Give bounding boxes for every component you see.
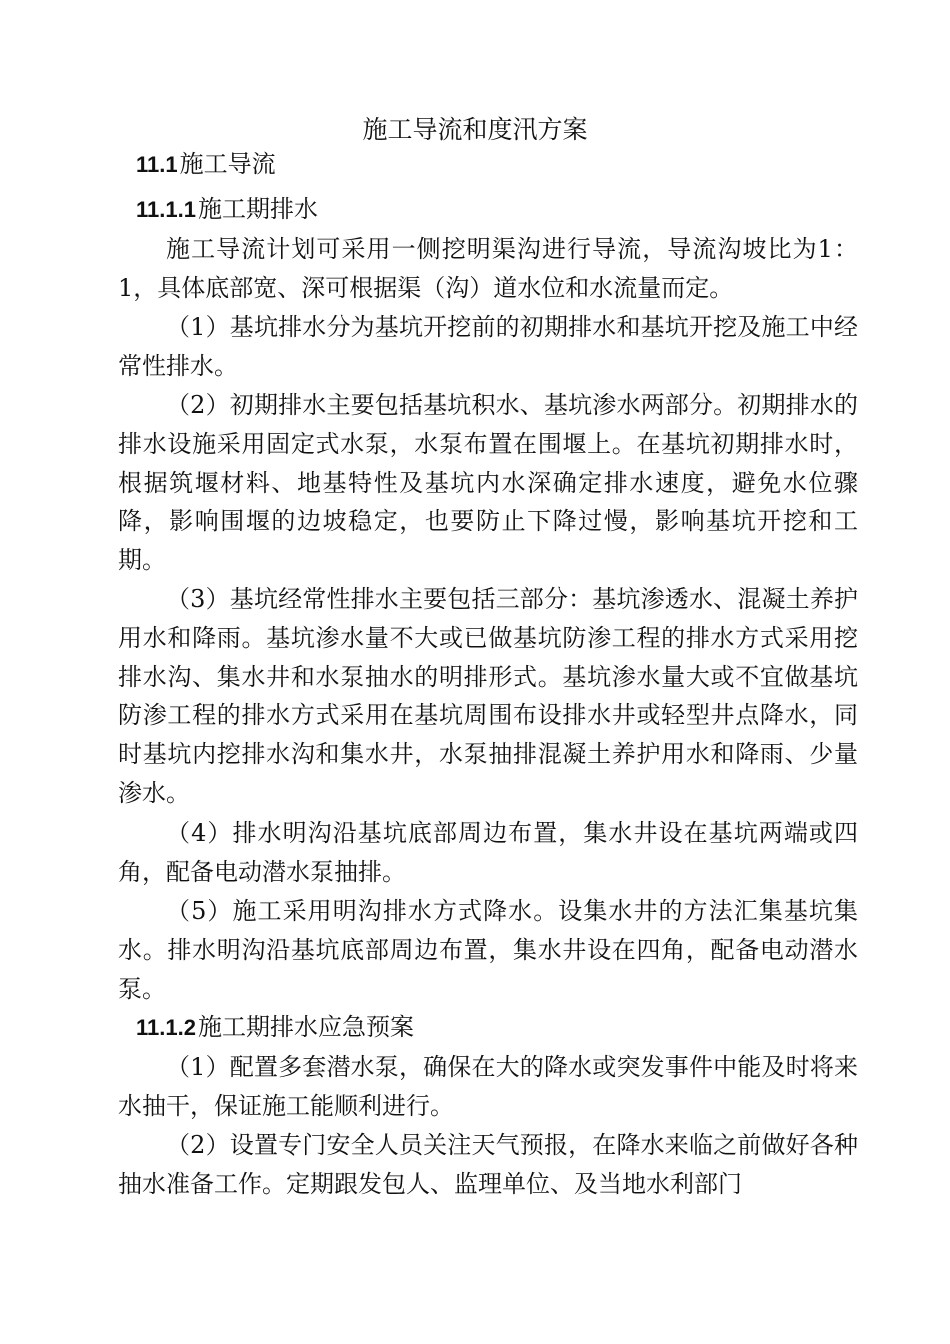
paragraph-item-2: （2）初期排水主要包括基坑积水、基坑渗水两部分。初期排水的排水设施采用固定式水泵，水泵布置在围堰上。在基坑初期排水时，根据筑堰材料、地基特性及基坑内水深确定排水速度，避免水位骤降，影响围堰的边坡稳定，也要防止下降过慢，影响基坑开挖和工期。	[118, 391, 858, 575]
section-heading-11-1-2	[136, 1010, 414, 1045]
section-heading-11-1-1	[136, 192, 318, 227]
paragraph-item-5: （5）施工采用明沟排水方式降水。设集水井的方法汇集基坑集水。排水明沟沿基坑底部周边布置，集水井设在四角，配备电动潜水泵。	[118, 897, 858, 1003]
paragraph-emergency-item-1: （1）配置多套潜水泵，确保在大的降水或突发事件中能及时将来水抽干，保证施工能顺利进行。	[118, 1053, 858, 1120]
section-title: 施工期排水应急预案	[197, 1013, 414, 1041]
paragraph-item-4: （4）排水明沟沿基坑底部周边布置，集水井设在基坑两端或四角，配备电动潜水泵抽排。	[118, 819, 858, 886]
section-title: 施工导流	[179, 150, 276, 178]
section-number: 11.1.2	[136, 1015, 196, 1040]
paragraph-item-3: （3）基坑经常性排水主要包括三部分：基坑渗透水、混凝土养护用水和降雨。基坑渗水量不大或已做基坑防渗工程的排水方式采用挖排水沟、集水井和水泵抽水的明排形式。基坑渗水量大或不宜做基坑防渗工程的排水方式采用在基坑周围布设排水井或轻型井点降水，同时基坑内挖排水沟和集水井，水泵抽排混凝土养护用水和降雨、少量渗水。	[118, 585, 858, 807]
document-title: 施工导流和度汛方案	[362, 115, 588, 144]
paragraph-emergency-item-2: （2）设置专门安全人员关注天气预报，在降水来临之前做好各种抽水准备工作。定期跟发包人、监理单位、及当地水利部门	[118, 1131, 858, 1198]
paragraph-item-1: （1）基坑排水分为基坑开挖前的初期排水和基坑开挖及施工中经常性排水。	[118, 313, 858, 380]
section-number: 11.1.1	[136, 197, 196, 222]
section-number: 11.1	[136, 152, 178, 177]
section-heading-11-1	[136, 147, 276, 182]
paragraph-diversion-plan: 施工导流计划可采用一侧挖明渠沟进行导流，导流沟坡比为1：1，具体底部宽、深可根据渠（沟）道水位和水流量而定。	[118, 235, 858, 302]
section-title: 施工期排水	[197, 195, 318, 223]
